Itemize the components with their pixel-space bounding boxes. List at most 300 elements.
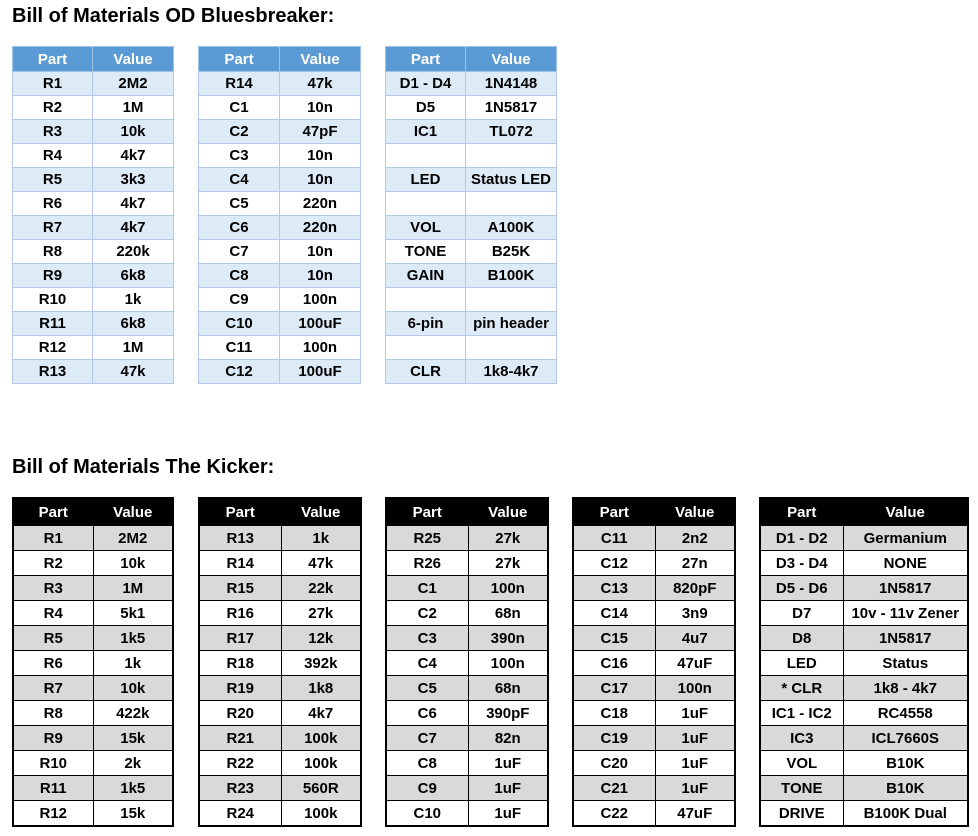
part-cell: R18 xyxy=(199,651,281,676)
value-cell: 1uF xyxy=(655,776,735,801)
bom-table xyxy=(385,497,549,827)
table-row xyxy=(386,726,548,751)
part-cell: R5 xyxy=(13,626,93,651)
value-cell: Status xyxy=(843,651,968,676)
table-row xyxy=(199,776,361,801)
column-header-part: Part xyxy=(13,498,93,526)
part-cell: D1 - D2 xyxy=(760,526,843,551)
column-header-value: Value xyxy=(93,498,173,526)
value-cell: B10K xyxy=(843,751,968,776)
value-cell: 10n xyxy=(280,264,361,288)
part-cell: D5 xyxy=(386,96,466,120)
part-cell: C19 xyxy=(573,726,655,751)
table-row xyxy=(13,551,173,576)
part-cell: R7 xyxy=(13,216,93,240)
part-cell: * CLR xyxy=(760,676,843,701)
value-cell: 1uF xyxy=(655,751,735,776)
table-row xyxy=(13,336,174,360)
value-cell: 1k8 xyxy=(281,676,361,701)
table-row xyxy=(199,288,361,312)
part-cell: R6 xyxy=(13,651,93,676)
part-cell xyxy=(386,336,466,360)
table-row xyxy=(760,726,968,751)
table-row xyxy=(199,701,361,726)
column-header-part: Part xyxy=(199,47,280,72)
part-cell: C16 xyxy=(573,651,655,676)
part-cell xyxy=(386,288,466,312)
kicker-heading: Bill of Materials The Kicker: xyxy=(12,456,275,478)
value-cell: 100uF xyxy=(280,312,361,336)
part-cell: R23 xyxy=(199,776,281,801)
part-cell: D1 - D4 xyxy=(386,72,466,96)
table-row xyxy=(13,576,173,601)
column-header-value: Value xyxy=(655,498,735,526)
value-cell xyxy=(466,336,557,360)
table-row xyxy=(386,576,548,601)
table-row xyxy=(573,626,735,651)
table-row xyxy=(199,96,361,120)
value-cell: 68n xyxy=(468,676,548,701)
table-row xyxy=(760,576,968,601)
table-row xyxy=(573,726,735,751)
table-row xyxy=(13,96,174,120)
table-header-row xyxy=(199,498,361,526)
value-cell xyxy=(466,192,557,216)
table-row xyxy=(199,801,361,827)
table-row xyxy=(386,360,557,384)
column-header-value: Value xyxy=(466,47,557,72)
value-cell: 1N5817 xyxy=(843,576,968,601)
part-cell: D5 - D6 xyxy=(760,576,843,601)
table-row xyxy=(199,651,361,676)
value-cell: 1k8-4k7 xyxy=(466,360,557,384)
value-cell: B10K xyxy=(843,776,968,801)
value-cell: 10v - 11v Zener xyxy=(843,601,968,626)
part-cell xyxy=(386,144,466,168)
value-cell: 47uF xyxy=(655,801,735,827)
value-cell: 1k xyxy=(93,288,174,312)
value-cell: 820pF xyxy=(655,576,735,601)
part-cell: IC1 - IC2 xyxy=(760,701,843,726)
part-cell: R20 xyxy=(199,701,281,726)
table-row xyxy=(760,626,968,651)
table-row xyxy=(199,168,361,192)
part-cell: C1 xyxy=(199,96,280,120)
part-cell: R6 xyxy=(13,192,93,216)
value-cell: 6k8 xyxy=(93,264,174,288)
table-row xyxy=(13,601,173,626)
bom-table xyxy=(198,46,361,384)
table-row xyxy=(760,676,968,701)
table-row xyxy=(386,264,557,288)
part-cell: IC1 xyxy=(386,120,466,144)
part-cell: R22 xyxy=(199,751,281,776)
table-row xyxy=(13,801,173,827)
table-row xyxy=(13,776,173,801)
value-cell: TL072 xyxy=(466,120,557,144)
table-row xyxy=(199,216,361,240)
value-cell: ICL7660S xyxy=(843,726,968,751)
part-cell: C11 xyxy=(199,336,280,360)
value-cell: 1k xyxy=(93,651,173,676)
value-cell: 100k xyxy=(281,751,361,776)
table-row xyxy=(573,601,735,626)
value-cell: B100K xyxy=(466,264,557,288)
table-row xyxy=(199,576,361,601)
table-row xyxy=(760,551,968,576)
value-cell: 390n xyxy=(468,626,548,651)
table-row xyxy=(386,776,548,801)
value-cell: 100k xyxy=(281,801,361,827)
table-row xyxy=(760,776,968,801)
table-row xyxy=(386,120,557,144)
value-cell: 1k xyxy=(281,526,361,551)
table-row xyxy=(386,240,557,264)
value-cell: 4k7 xyxy=(93,216,174,240)
value-cell: 100n xyxy=(280,288,361,312)
part-cell: VOL xyxy=(760,751,843,776)
table-row xyxy=(386,676,548,701)
table-row xyxy=(386,526,548,551)
part-cell: R8 xyxy=(13,240,93,264)
value-cell: 10n xyxy=(280,168,361,192)
table-row xyxy=(386,72,557,96)
table-row xyxy=(199,192,361,216)
value-cell: NONE xyxy=(843,551,968,576)
part-cell: R15 xyxy=(199,576,281,601)
value-cell: 3k3 xyxy=(93,168,174,192)
part-cell: C17 xyxy=(573,676,655,701)
part-cell: C21 xyxy=(573,776,655,801)
column-header-value: Value xyxy=(280,47,361,72)
part-cell: D7 xyxy=(760,601,843,626)
part-cell: R1 xyxy=(13,72,93,96)
part-cell: R9 xyxy=(13,264,93,288)
value-cell: 6k8 xyxy=(93,312,174,336)
value-cell: 1N5817 xyxy=(466,96,557,120)
table-row xyxy=(13,651,173,676)
part-cell: C4 xyxy=(386,651,468,676)
table-row xyxy=(199,240,361,264)
bom-table xyxy=(385,46,557,384)
part-cell: C4 xyxy=(199,168,280,192)
value-cell: 1M xyxy=(93,96,174,120)
value-cell: 1uF xyxy=(468,776,548,801)
value-cell: 1uF xyxy=(468,751,548,776)
part-cell: TONE xyxy=(386,240,466,264)
value-cell: 2M2 xyxy=(93,72,174,96)
part-cell: C9 xyxy=(386,776,468,801)
part-cell: C9 xyxy=(199,288,280,312)
value-cell: B25K xyxy=(466,240,557,264)
table-row xyxy=(386,801,548,827)
value-cell: 560R xyxy=(281,776,361,801)
value-cell: 100n xyxy=(468,576,548,601)
value-cell: 220n xyxy=(280,216,361,240)
table-header-row xyxy=(760,498,968,526)
part-cell: R25 xyxy=(386,526,468,551)
table-row xyxy=(13,120,174,144)
table-row xyxy=(199,626,361,651)
table-row xyxy=(13,312,174,336)
value-cell: 1uF xyxy=(655,701,735,726)
table-row xyxy=(386,626,548,651)
value-cell: Status LED xyxy=(466,168,557,192)
part-cell: C13 xyxy=(573,576,655,601)
table-row xyxy=(13,626,173,651)
value-cell: 4u7 xyxy=(655,626,735,651)
value-cell: 1M xyxy=(93,336,174,360)
table-row xyxy=(760,651,968,676)
part-cell: C12 xyxy=(573,551,655,576)
value-cell: RC4558 xyxy=(843,701,968,726)
value-cell xyxy=(466,144,557,168)
part-cell: C11 xyxy=(573,526,655,551)
table-row xyxy=(386,312,557,336)
value-cell: 220n xyxy=(280,192,361,216)
value-cell: 10k xyxy=(93,676,173,701)
table-row xyxy=(386,216,557,240)
value-cell: 68n xyxy=(468,601,548,626)
table-row xyxy=(573,751,735,776)
table-row xyxy=(13,288,174,312)
table-row xyxy=(573,651,735,676)
part-cell: LED xyxy=(760,651,843,676)
value-cell: 47k xyxy=(281,551,361,576)
table-row xyxy=(13,240,174,264)
value-cell: pin header xyxy=(466,312,557,336)
table-row xyxy=(13,526,173,551)
value-cell: 10n xyxy=(280,240,361,264)
table-row xyxy=(13,701,173,726)
value-cell: 1k5 xyxy=(93,626,173,651)
part-cell: R1 xyxy=(13,526,93,551)
part-cell: C5 xyxy=(199,192,280,216)
value-cell: 47k xyxy=(280,72,361,96)
part-cell: C14 xyxy=(573,601,655,626)
value-cell: 27k xyxy=(468,526,548,551)
table-row xyxy=(573,676,735,701)
value-cell: 390pF xyxy=(468,701,548,726)
part-cell: R5 xyxy=(13,168,93,192)
part-cell: R26 xyxy=(386,551,468,576)
part-cell: R3 xyxy=(13,120,93,144)
part-cell: C10 xyxy=(386,801,468,827)
table-row xyxy=(386,288,557,312)
part-cell: R12 xyxy=(13,801,93,827)
part-cell: LED xyxy=(386,168,466,192)
table-row xyxy=(13,726,173,751)
table-row xyxy=(386,751,548,776)
part-cell: C10 xyxy=(199,312,280,336)
column-header-value: Value xyxy=(281,498,361,526)
bom-table xyxy=(12,497,174,827)
part-cell: TONE xyxy=(760,776,843,801)
column-header-value: Value xyxy=(468,498,548,526)
value-cell: 22k xyxy=(281,576,361,601)
table-row xyxy=(13,751,173,776)
table-row xyxy=(386,601,548,626)
value-cell: 82n xyxy=(468,726,548,751)
bom-table xyxy=(198,497,362,827)
part-cell: C3 xyxy=(386,626,468,651)
bom-table xyxy=(759,497,969,827)
table-row xyxy=(13,72,174,96)
value-cell: 392k xyxy=(281,651,361,676)
table-row xyxy=(386,701,548,726)
value-cell: 47k xyxy=(93,360,174,384)
bluesbreaker-heading: Bill of Materials OD Bluesbreaker: xyxy=(12,5,335,27)
value-cell: 15k xyxy=(93,726,173,751)
table-row xyxy=(573,701,735,726)
table-row xyxy=(760,701,968,726)
value-cell: 27k xyxy=(468,551,548,576)
value-cell: 5k1 xyxy=(93,601,173,626)
table-row xyxy=(199,312,361,336)
part-cell: D3 - D4 xyxy=(760,551,843,576)
column-header-part: Part xyxy=(573,498,655,526)
value-cell: 1uF xyxy=(655,726,735,751)
part-cell: D8 xyxy=(760,626,843,651)
value-cell: B100K Dual xyxy=(843,801,968,827)
table-row xyxy=(760,601,968,626)
table-row xyxy=(199,120,361,144)
part-cell: R17 xyxy=(199,626,281,651)
part-cell: C2 xyxy=(199,120,280,144)
table-row xyxy=(13,676,173,701)
value-cell: 2M2 xyxy=(93,526,173,551)
value-cell: 100k xyxy=(281,726,361,751)
table-row xyxy=(386,551,548,576)
value-cell: 3n9 xyxy=(655,601,735,626)
part-cell: R16 xyxy=(199,601,281,626)
value-cell: 12k xyxy=(281,626,361,651)
table-header-row xyxy=(13,47,174,72)
value-cell: 1M xyxy=(93,576,173,601)
value-cell: A100K xyxy=(466,216,557,240)
part-cell: R10 xyxy=(13,751,93,776)
part-cell: R8 xyxy=(13,701,93,726)
column-header-part: Part xyxy=(199,498,281,526)
value-cell: Germanium xyxy=(843,526,968,551)
part-cell: R3 xyxy=(13,576,93,601)
value-cell: 2n2 xyxy=(655,526,735,551)
table-row xyxy=(199,551,361,576)
table-row xyxy=(760,801,968,827)
part-cell: C12 xyxy=(199,360,280,384)
part-cell: C3 xyxy=(199,144,280,168)
part-cell: C2 xyxy=(386,601,468,626)
value-cell: 100n xyxy=(468,651,548,676)
table-header-row xyxy=(199,47,361,72)
value-cell: 10k xyxy=(93,120,174,144)
value-cell: 4k7 xyxy=(281,701,361,726)
column-header-value: Value xyxy=(93,47,174,72)
table-row xyxy=(199,360,361,384)
part-cell: C8 xyxy=(199,264,280,288)
part-cell: R24 xyxy=(199,801,281,827)
table-header-row xyxy=(573,498,735,526)
column-header-part: Part xyxy=(386,498,468,526)
column-header-part: Part xyxy=(386,47,466,72)
table-row xyxy=(386,144,557,168)
part-cell: C20 xyxy=(573,751,655,776)
value-cell: 100n xyxy=(280,336,361,360)
value-cell: 27n xyxy=(655,551,735,576)
value-cell: 1k5 xyxy=(93,776,173,801)
part-cell: C5 xyxy=(386,676,468,701)
part-cell: CLR xyxy=(386,360,466,384)
table-row xyxy=(573,551,735,576)
table-row xyxy=(573,576,735,601)
value-cell: 1N4148 xyxy=(466,72,557,96)
value-cell: 1uF xyxy=(468,801,548,827)
table-row xyxy=(199,751,361,776)
table-row xyxy=(199,72,361,96)
table-row xyxy=(386,168,557,192)
table-row xyxy=(573,776,735,801)
value-cell: 10n xyxy=(280,96,361,120)
value-cell: 47pF xyxy=(280,120,361,144)
table-row xyxy=(13,144,174,168)
part-cell: R7 xyxy=(13,676,93,701)
table-row xyxy=(199,601,361,626)
table-row xyxy=(760,751,968,776)
table-row xyxy=(199,526,361,551)
value-cell: 100n xyxy=(655,676,735,701)
table-header-row xyxy=(13,498,173,526)
part-cell: C7 xyxy=(199,240,280,264)
part-cell: R14 xyxy=(199,551,281,576)
part-cell: R14 xyxy=(199,72,280,96)
part-cell: C22 xyxy=(573,801,655,827)
part-cell: C15 xyxy=(573,626,655,651)
value-cell: 4k7 xyxy=(93,144,174,168)
part-cell: DRIVE xyxy=(760,801,843,827)
part-cell: R4 xyxy=(13,144,93,168)
table-row xyxy=(13,360,174,384)
bom-table xyxy=(572,497,736,827)
table-row xyxy=(199,676,361,701)
part-cell: GAIN xyxy=(386,264,466,288)
table-row xyxy=(13,192,174,216)
table-row xyxy=(386,192,557,216)
table-row xyxy=(386,336,557,360)
table-row xyxy=(199,144,361,168)
part-cell: IC3 xyxy=(760,726,843,751)
part-cell: C1 xyxy=(386,576,468,601)
part-cell xyxy=(386,192,466,216)
column-header-value: Value xyxy=(843,498,968,526)
part-cell: R13 xyxy=(199,526,281,551)
part-cell: R10 xyxy=(13,288,93,312)
table-row xyxy=(573,526,735,551)
value-cell: 15k xyxy=(93,801,173,827)
part-cell: C6 xyxy=(199,216,280,240)
table-row xyxy=(573,801,735,827)
part-cell: R9 xyxy=(13,726,93,751)
value-cell: 1N5817 xyxy=(843,626,968,651)
value-cell: 422k xyxy=(93,701,173,726)
part-cell: R19 xyxy=(199,676,281,701)
table-row xyxy=(199,264,361,288)
value-cell: 10k xyxy=(93,551,173,576)
table-header-row xyxy=(386,498,548,526)
value-cell: 1k8 - 4k7 xyxy=(843,676,968,701)
part-cell: C18 xyxy=(573,701,655,726)
table-row xyxy=(199,726,361,751)
part-cell: R2 xyxy=(13,551,93,576)
